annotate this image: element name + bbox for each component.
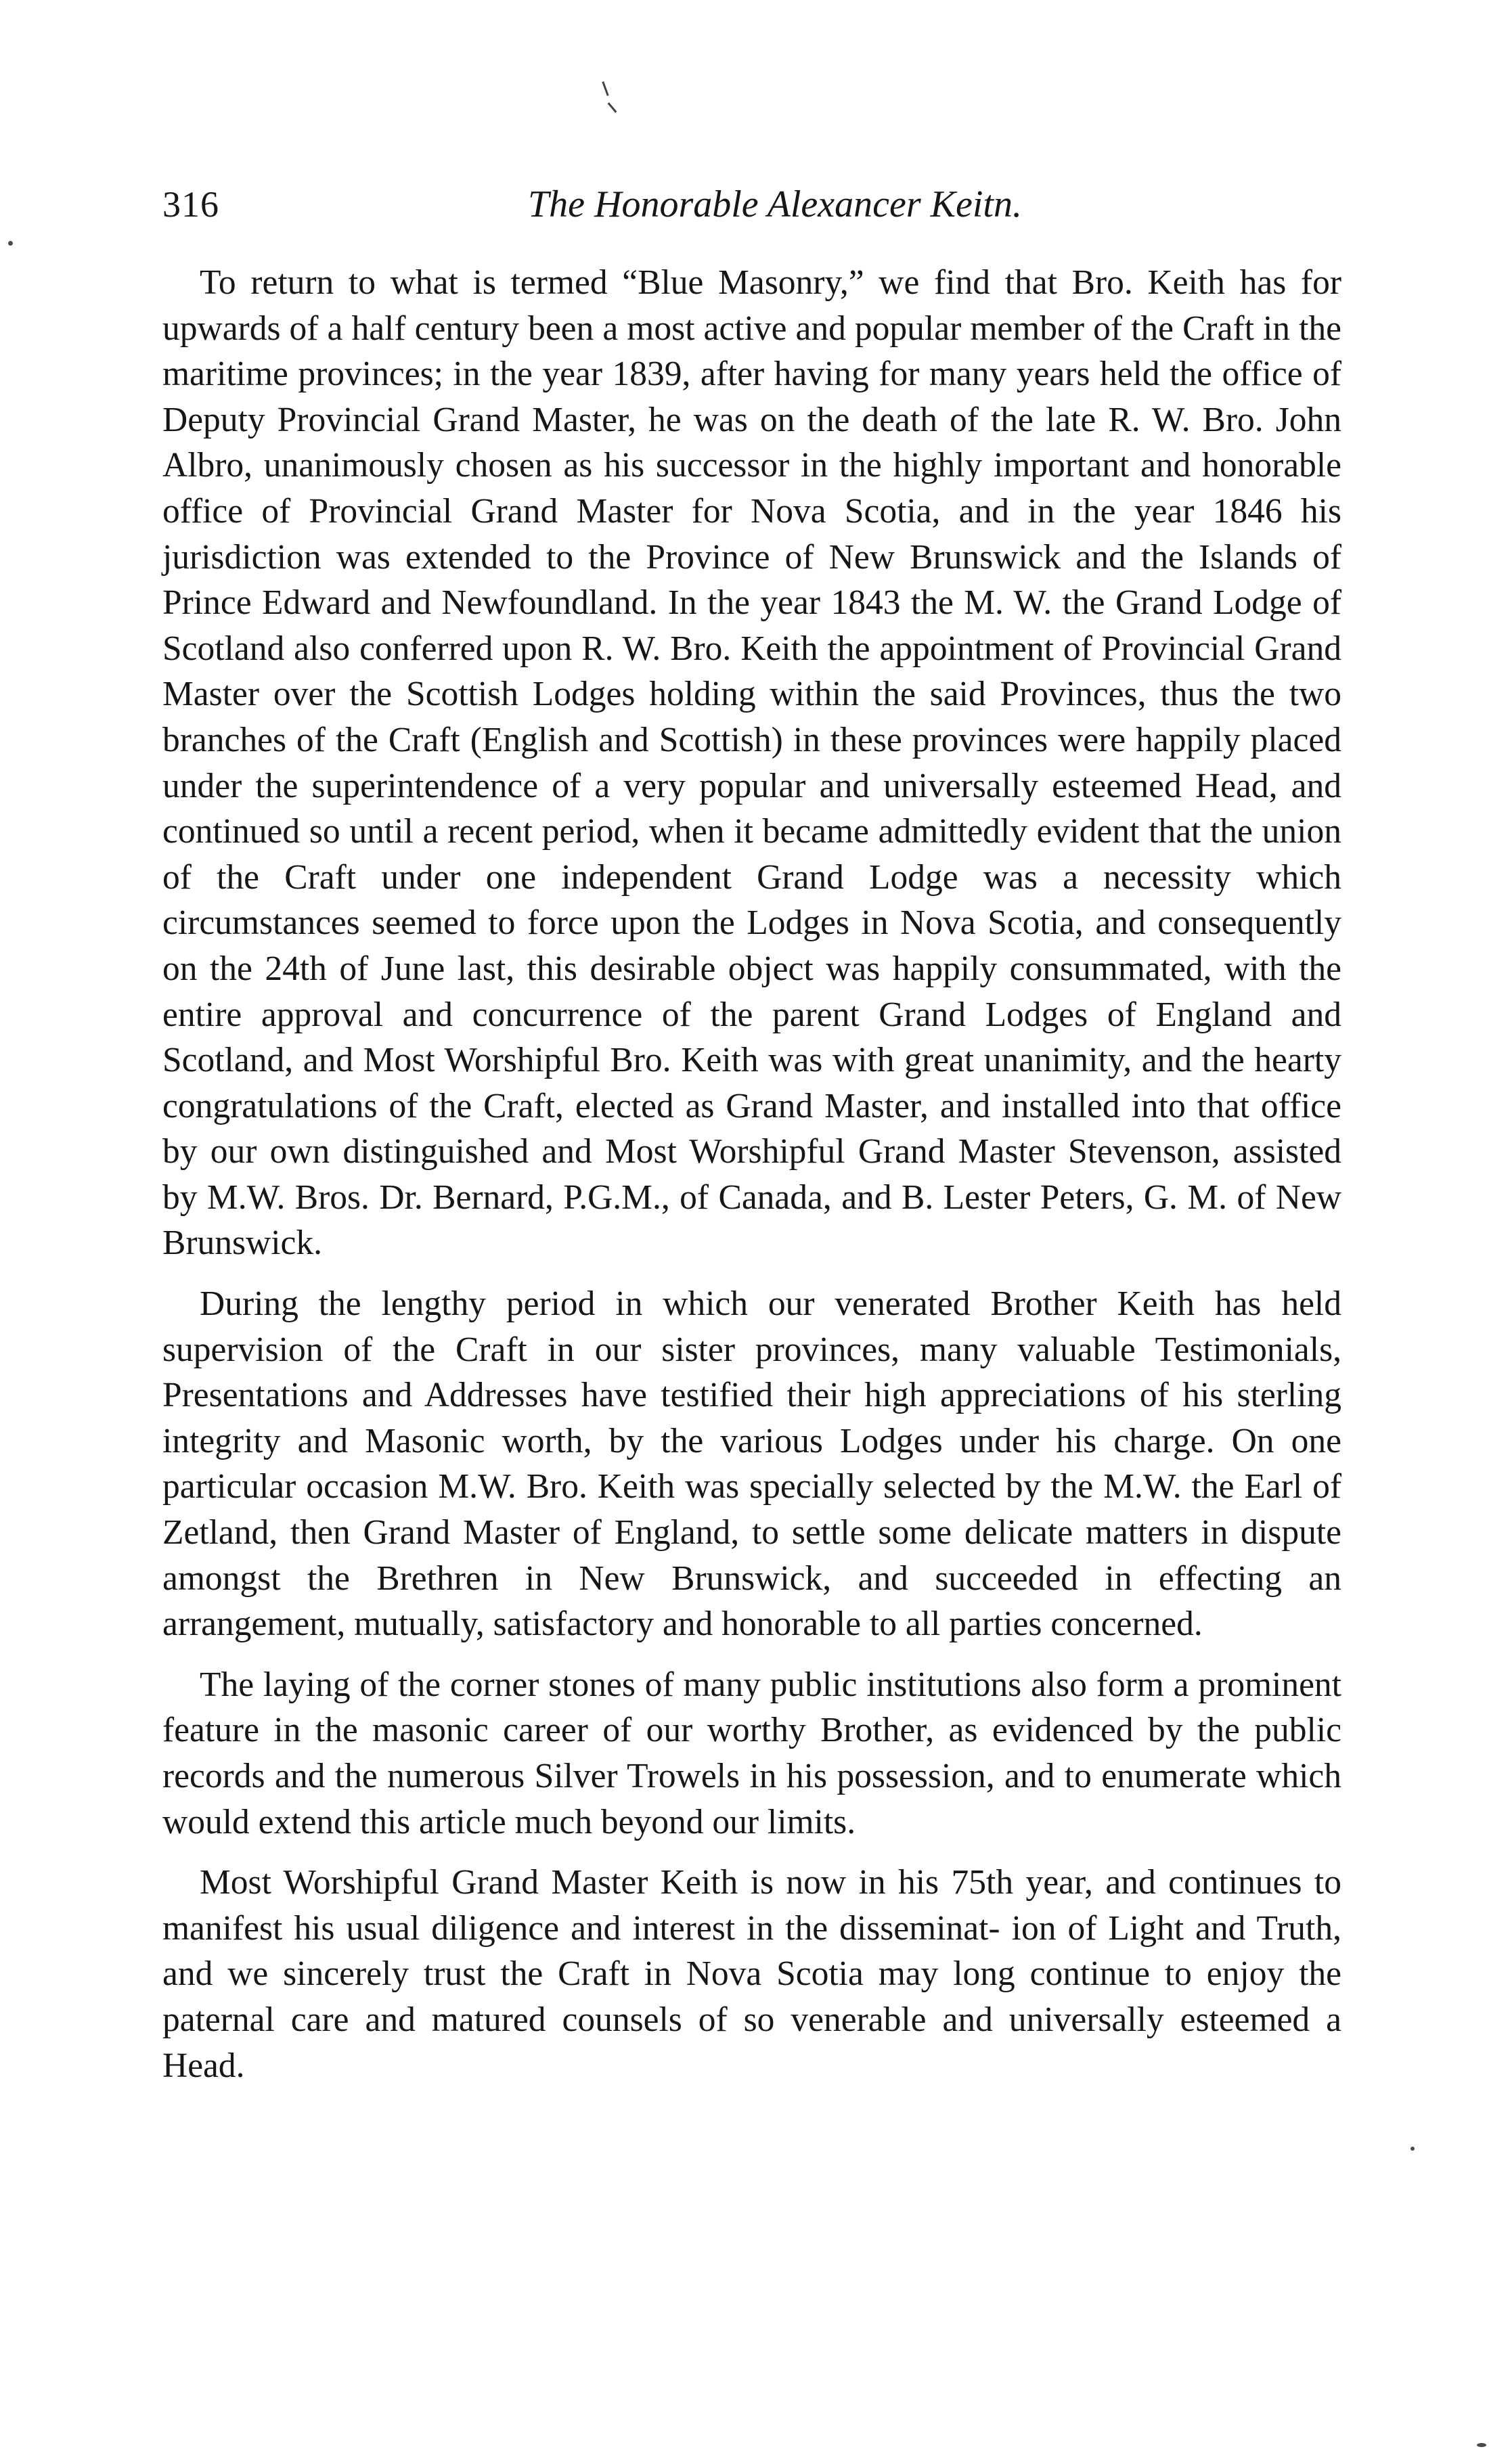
- running-title: The Honorable Alexancer Keitn.: [528, 183, 1022, 225]
- paragraph: During the lengthy period in which our venerated Brother Keith has held supervision of the Craft in our sister provinces, many valuable Testimonials, Presentations and Addresses have testified their high appreciations of his sterling integrity and Masonic worth, by the various Lodges under his charge. On one particular occasion M.W. Bro. Keith was specially selected by the M.W. the Earl of Zetland, then Grand Master of England, to settle some delicate matters in dispute amongst the Brethren in New Brunswick, and succeeded in effecting an arrangement, mutually, satisfactory and honorable to all parties concerned.: [162, 1284, 1341, 1644]
- page-number: 316: [162, 184, 219, 225]
- scan-speck: [1411, 2147, 1415, 2151]
- article-body: [162, 260, 1341, 2088]
- scan-speck: [8, 241, 13, 246]
- paragraph: The laying of the corner stones of many public institutions also form a prominent feature in the masonic career of our worthy Brother, as evidenced by the public records and the numerous Silver Trowels in his possession, and to enumerate which would extend this article much beyond our limits.: [162, 1665, 1341, 1841]
- paragraph: Most Worshipful Grand Master Keith is now in his 75th year, and continues to manifest his usual diligence and interest in the disseminat- ion of Light and Truth, and we sincerely trust the Craft in Nova Scotia may long continue to enjoy the paternal care and matured counsels of so venerable and universally esteemed a Head.: [162, 1863, 1341, 2085]
- scan-mark: [602, 81, 608, 96]
- scan-speck: [1477, 2443, 1486, 2447]
- scan-mark: [608, 102, 617, 113]
- page-header: [162, 177, 1340, 231]
- paragraph: To return to what is termed “Blue Masonry,” we find that Bro. Keith has for upwards of a half century been a most active and popular member of the Craft in the maritime provinces; in the year 1839, after having for many years held the office of Deputy Provincial Grand Master, he was on the death of the late R. W. Bro. John Albro, unanimously chosen as his successor in the highly important and honorable office of Provincial Grand Master for Nova Scotia, and in the year 1846 his jurisdiction was extended to the Province of New Brunswick and the Islands of Prince Edward and Newfoundland. In the year 1843 the M. W. the Grand Lodge of Scotland also conferred upon R. W. Bro. Keith the appointment of Provincial Grand Master over the Scottish Lodges holding within the said Provinces, thus the two branches of the Craft (English and Scottish) in these provinces were happily placed under the superintendence of a very popular and universally esteemed Head, and continued so until a recent period, when it became admittedly evident that the union of the Craft under one independent Grand Lodge was a necessity which circumstances seemed to force upon the Lodges in Nova Scotia, and consequently on the 24th of June last, this desirable object was happily consummated, with the entire approval and concurrence of the parent Grand Lodges of England and Scotland, and Most Worshipful Bro. Keith was with great unanimity, and the hearty congratulations of the Craft, elected as Grand Master, and installed into that office by our own distinguished and Most Worshipful Grand Master Stevenson, assisted by M.W. Bros. Dr. Bernard, P.G.M., of Canada, and B. Lester Peters, G. M. of New Brunswick.: [162, 263, 1341, 1263]
